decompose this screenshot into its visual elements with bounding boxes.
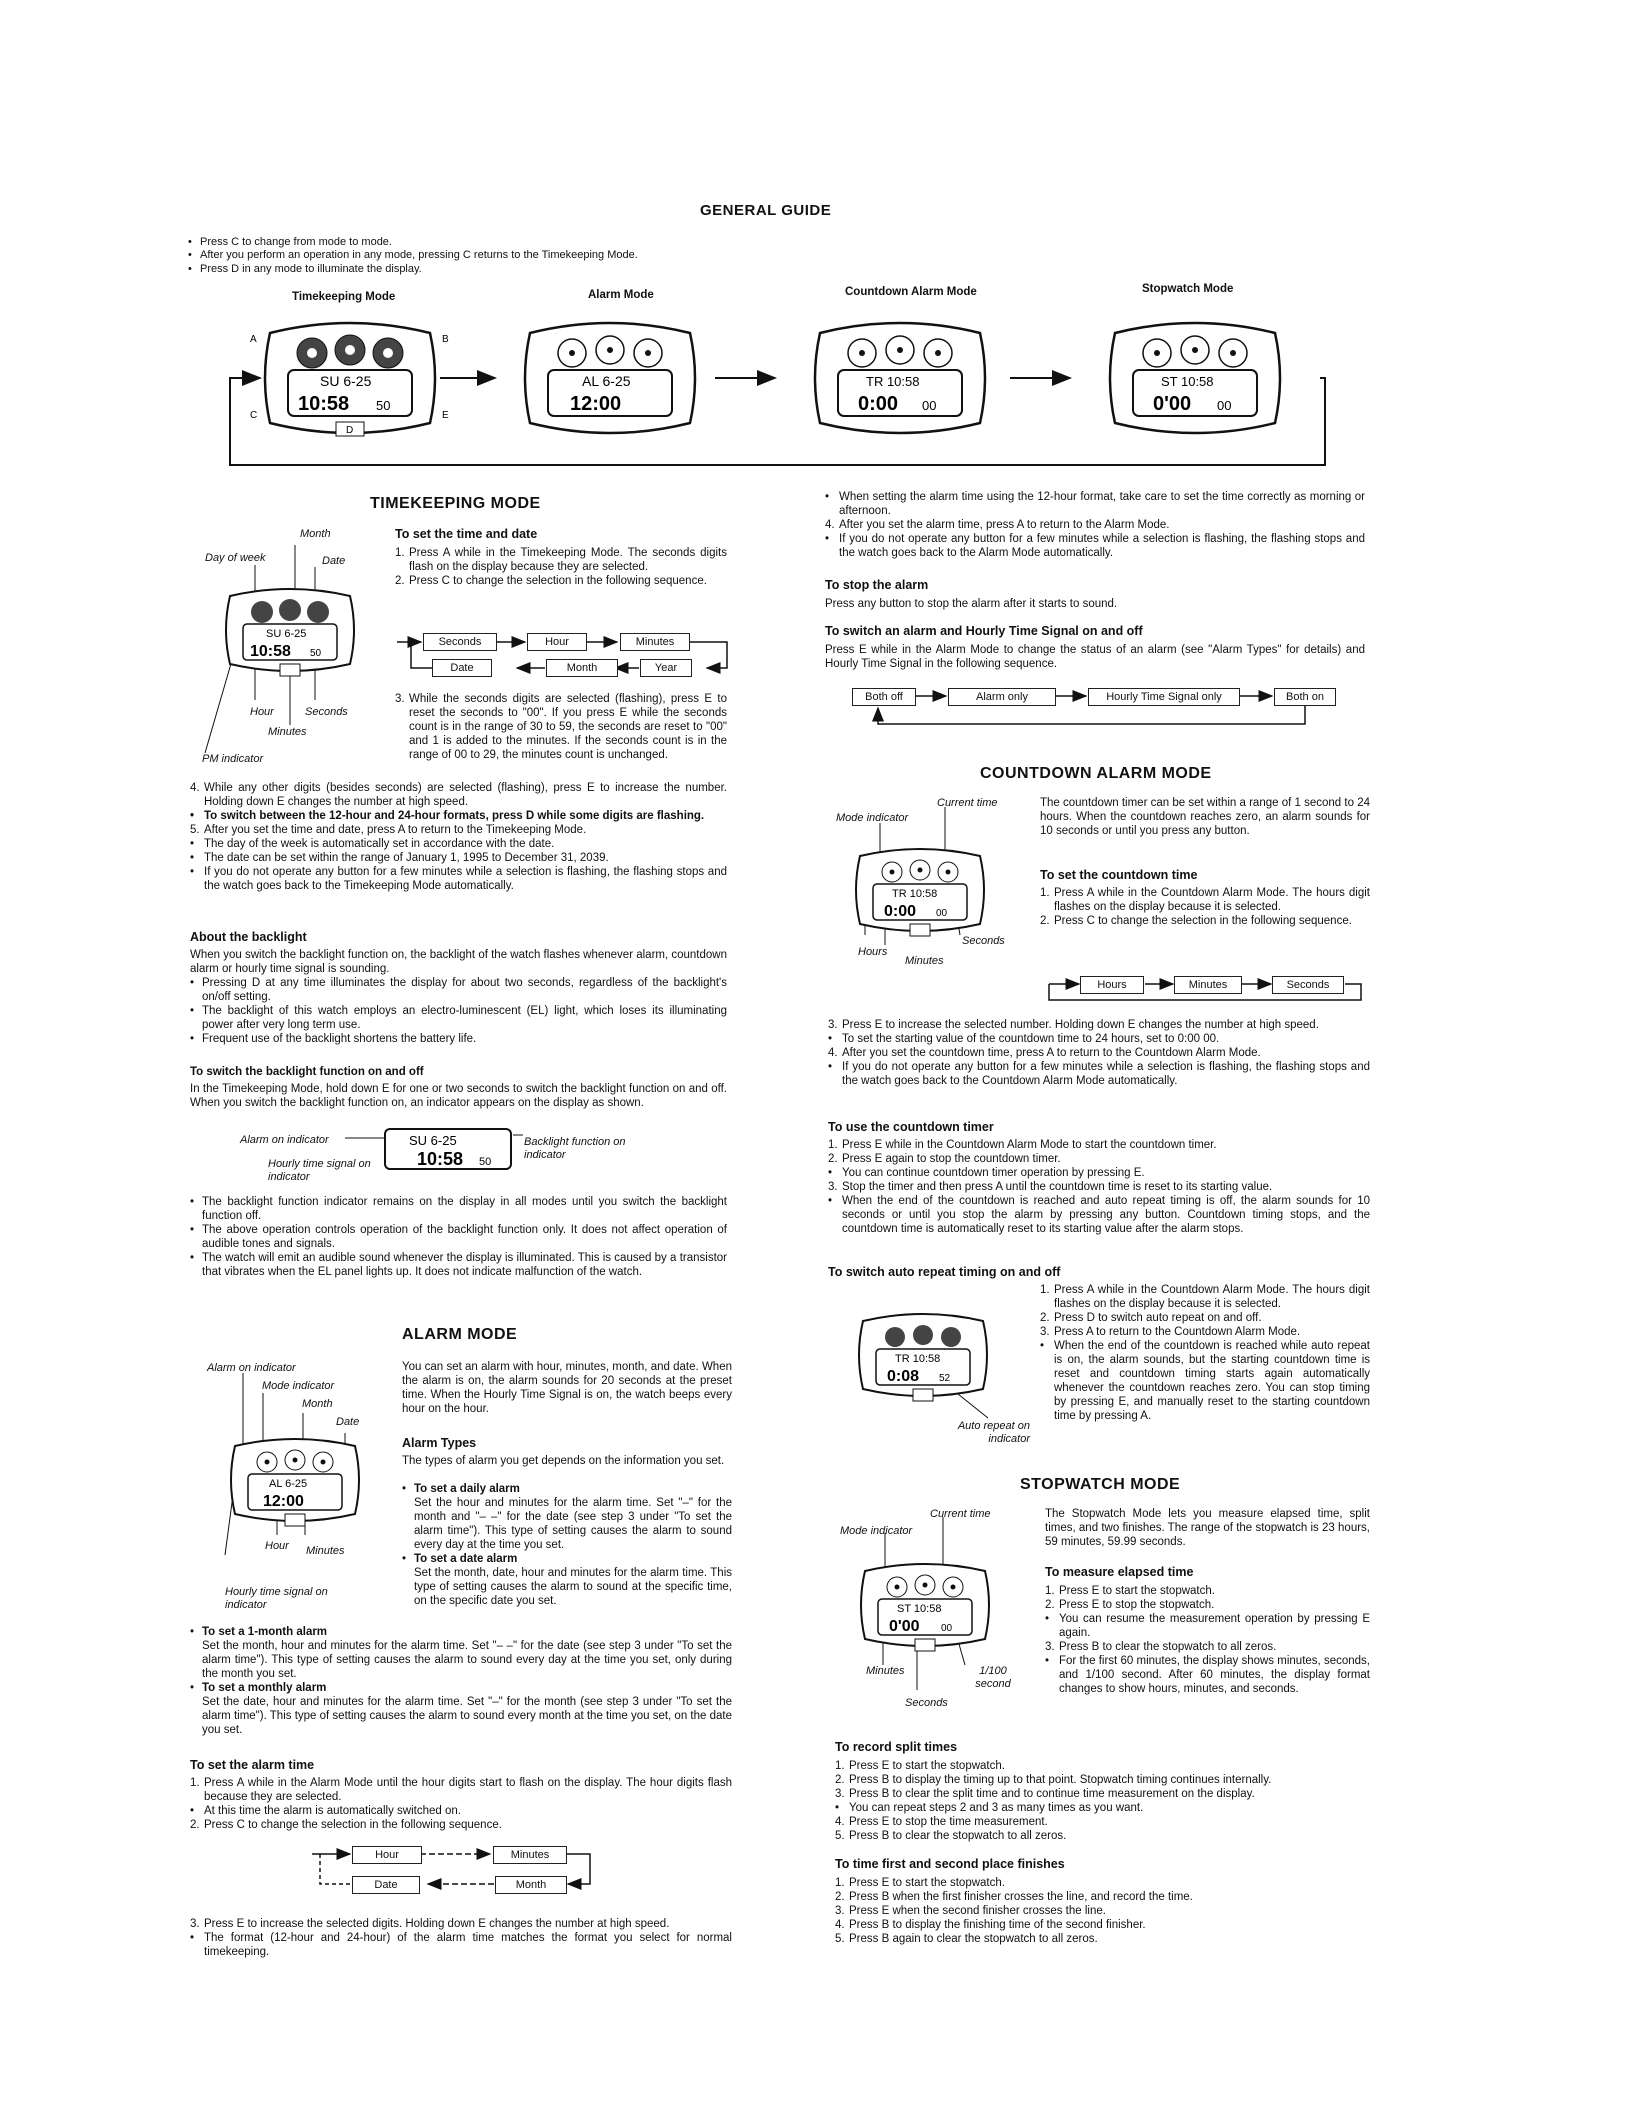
mode-label-alarm: Alarm Mode	[588, 289, 654, 301]
backlight-display	[345, 1125, 525, 1175]
mode-cycle-diagram	[220, 310, 1340, 480]
auto-repeat-steps: 1. Press A while in the Countdown Alarm Mode. The hours digit flashes on the display because it is selected. 2. Press D to switch auto repeat on and off. 3. Press A to return to the Countdown Alarm Mode. • When the end of the countdown is reached while auto repeat is on, the alarm sounds, but the starting countdown time is reset and countdown timing starts again automatically whenever the countdown reaches zero. You can stop timing by pressing E, and manually reset to the starting countdown time by pressing A.	[1040, 1284, 1370, 1423]
w1-top: SU 6-25	[320, 373, 372, 389]
svg-text:SU 6-25: SU 6-25	[409, 1133, 457, 1148]
svg-text:0:08: 0:08	[887, 1368, 920, 1385]
set-countdown-steps-2: 3. Press E to increase the selected number. Holding down E changes the number at high speed. • To set the starting value of the countdown time to 24 hours, set to 0:00 00. 4. After you set the countdown time, press A to return to the Countdown Alarm Mode. • If you do not operate any button for a few minutes while a selection is flashing, the flashing stops and the watch goes back to the Countdown Alarm Mode automatically.	[828, 1019, 1370, 1088]
cd-label-minutes: Minutes	[905, 955, 944, 967]
tk-label-hour: Hour	[250, 706, 274, 718]
mode-label-countdown: Countdown Alarm Mode	[845, 286, 977, 298]
backlight-block: When you switch the backlight function on, the backlight of the watch flashes whenever alarm, countdown alarm or hourly time signal is sounding. • Pressing D at any time illuminates the display for about two seconds, regardless of the backlight's on/off setting. • The backlight of this watch employs an electro-luminescent (EL) light, which loses its illuminating power after very long term use. • Frequent use of the backlight shortens the battery life.	[190, 949, 727, 1046]
w3-small: 00	[922, 398, 937, 413]
measure-steps: 1. Press E to start the stopwatch. 2. Press E to stop the stopwatch. • You can resume the measurement operation by pressing E again. 3. Press B to clear the stopwatch to all zeros. • For the first 60 minutes, the display shows minutes, seconds, and 1/100 second. After 60 minutes, the display format changes to show hours, minutes, and seconds.	[1045, 1585, 1370, 1696]
set-time-step-3: 3. While the seconds digits are selected (flashing), press E to reset the seconds to "00". If you press E while the seconds count is in the range of 30 to 59, the seconds are reset to "00" and 1 is added to the minutes. If the seconds count is in the range of 00 to 29, the minutes count is unchanged.	[395, 693, 727, 762]
svg-text:12:00: 12:00	[263, 1493, 304, 1510]
switch-seq-alarm-only: Alarm only	[948, 688, 1056, 706]
al-label-date: Date	[336, 1416, 360, 1428]
mode-label-stopwatch: Stopwatch Mode	[1142, 283, 1234, 295]
set-time-step: 1. Press A while in the Timekeeping Mode. The seconds digits flash on the display because they are selected. 2. Press C to change the selection in the following sequence.	[395, 547, 727, 588]
w3-bottom: 0:00	[858, 393, 899, 415]
alarm-types-intro: The types of alarm you get depends on the information you set.	[402, 1455, 725, 1467]
svg-text:0'00: 0'00	[889, 1618, 920, 1635]
auto-repeat-heading: To switch auto repeat timing on and off	[828, 1265, 1061, 1279]
timekeeping-title: TIMEKEEPING MODE	[370, 495, 541, 512]
cd-seq-seconds: Seconds	[1272, 976, 1344, 994]
set-countdown-heading: To set the countdown time	[1040, 868, 1198, 882]
general-bullet: Press C to change from mode to mode.	[200, 236, 392, 248]
svg-text:B: B	[442, 334, 449, 345]
countdown-title: COUNTDOWN ALARM MODE	[980, 765, 1212, 782]
tk-label-pm: PM indicator	[202, 753, 264, 765]
switch-seq-both-off: Both off	[852, 688, 916, 706]
w1-small: 50	[376, 398, 391, 413]
auto-repeat-label: Auto repeat on indicator	[957, 1420, 1030, 1446]
stop-alarm-heading: To stop the alarm	[825, 578, 929, 592]
w4-top: ST 10:58	[1161, 374, 1214, 389]
svg-text:A: A	[250, 334, 257, 345]
set-time-step-4: 4. While any other digits (besides seconds) are selected (flashing), press E to increase the number. Holding down E changes the number at high speed. • To switch between the 12-hour and 24-hour formats, press D while some digits are flashing. 5. After you set the time and date, press A to return to the Timekeeping Mode. • The day of the week is automatically set in accordance with the date. • The date can be set within the range of January 1, 1995 to December 31, 2039. • If you do not operate any button for a few minutes while a selection is flashing, the flashing stops and the watch goes back to the Timekeeping Mode automatically.	[190, 782, 727, 893]
seq-year: Year	[640, 659, 692, 677]
bl-label-alarm: Alarm on indicator	[240, 1134, 329, 1146]
set-alarm-heading: To set the alarm time	[190, 1758, 315, 1772]
svg-text:50: 50	[479, 1156, 492, 1168]
alarm-type-month: • To set a 1-month alarm Set the month, hour and minutes for the alarm time. Set "– –" for the date (see step 3 under "To set the alarm time"). This type of setting causes the alarm to sound every day at the time you set, only during the month you set. • To set a monthly alarm Set the date, hour and minutes for the alarm time. Set "–" for the month (see step 3 under "To set the alarm time"). This type of setting causes the alarm to sound every month at the time you set, on the date you set.	[190, 1626, 732, 1737]
backlight-switch-text: In the Timekeeping Mode, hold down E for one or two seconds to switch the backlight function on and off. When you switch the backlight function on, an indicator appears on the display as shown.	[190, 1083, 727, 1110]
svg-text:AL 6-25: AL 6-25	[269, 1478, 308, 1490]
set-time-heading: To set the time and date	[395, 527, 538, 541]
measure-heading: To measure elapsed time	[1045, 1565, 1194, 1579]
alarm-seq-date: Date	[352, 1876, 420, 1894]
alarm-seq-hour: Hour	[352, 1846, 422, 1864]
svg-text:D: D	[346, 425, 354, 436]
cd-seq-minutes: Minutes	[1174, 976, 1242, 994]
w1-bottom: 10:58	[298, 393, 350, 415]
al-label-hour: Hour	[265, 1540, 289, 1552]
tk-label-date: Date	[322, 555, 346, 567]
sw-label-seconds: Seconds	[905, 1697, 948, 1709]
svg-text:10:58: 10:58	[250, 643, 291, 660]
general-bullets: • Press C to change from mode to mode. • After you perform an operation in any mode, pressing C returns to the Timekeeping Mode. • Press D in any mode to illuminate the display.	[188, 236, 888, 276]
alarm-types-heading: Alarm Types	[402, 1436, 477, 1450]
split-steps: 1. Press E to start the stopwatch. 2. Press B to display the timing up to that point. Stopwatch timing continues internally. 3. Press B to clear the split time and to continue time measurement on the display. • You can repeat steps 2 and 3 as many times as you want. 4. Press E to stop the time measurement. 5. Press B to clear the stopwatch to all zeros.	[835, 1760, 1272, 1843]
cd-label-seconds: Seconds	[962, 935, 1005, 947]
seq-hour: Hour	[527, 633, 587, 651]
al-label-mode: Mode indicator	[262, 1380, 335, 1392]
tk-label-dow: Day of week	[205, 552, 266, 564]
alarm-intro: You can set an alarm with hour, minutes, month, and date. When the alarm is on, the alarm sounds for 20 seconds at the preset time. When the Hourly Time Signal is on, the watch beeps every hour on the hour.	[402, 1361, 732, 1416]
tk-label-month: Month	[300, 528, 331, 540]
seq-seconds: Seconds	[423, 633, 497, 651]
sw-label-hundredth: 1/100 second	[975, 1665, 1011, 1691]
bl-label-hourly: Hourly time signal on indicator	[268, 1158, 371, 1184]
cd-label-current: Current time	[937, 797, 998, 809]
al-label-alarm-on: Alarm on indicator	[207, 1362, 296, 1374]
w3-top: TR 10:58	[866, 374, 920, 389]
split-heading: To record split times	[835, 1740, 958, 1754]
set-alarm-steps-2: 3. Press E to increase the selected digits. Holding down E changes the number at high speed. • The format (12-hour and 24-hour) of the alarm time matches the format you select for normal timekeeping.	[190, 1918, 732, 1959]
svg-text:TR 10:58: TR 10:58	[895, 1353, 941, 1365]
stopwatch-title: STOPWATCH MODE	[1020, 1476, 1181, 1493]
alarm-seq-minutes: Minutes	[493, 1846, 567, 1864]
svg-text:ST 10:58: ST 10:58	[897, 1603, 942, 1615]
alarm-right-notes: • When setting the alarm time using the 12-hour format, take care to set the time correctly as morning or afternoon. 4. After you set the alarm time, press A to return to the Alarm Mode. • If you do not operate any button for a few minutes while a selection is flashing, the flashing stops and the watch goes back to the Alarm Mode automatically.	[825, 491, 1365, 560]
switch-alarm-heading: To switch an alarm and Hourly Time Signal on and off	[825, 624, 1143, 638]
w4-bottom: 0'00	[1153, 393, 1192, 415]
al-label-minutes: Minutes	[306, 1545, 345, 1557]
backlight-heading: About the backlight	[190, 930, 307, 944]
switch-seq-hourly-only: Hourly Time Signal only	[1088, 688, 1240, 706]
general-bullet: Press D in any mode to illuminate the display.	[200, 262, 422, 275]
seq-minutes: Minutes	[620, 633, 690, 651]
sw-label-minutes: Minutes	[866, 1665, 905, 1677]
seq-date: Date	[432, 659, 492, 677]
use-countdown-steps: 1. Press E while in the Countdown Alarm Mode to start the countdown timer. 2. Press E again to stop the countdown timer. • You can continue countdown timer operation by pressing E. 3. Stop the timer and then press A until the countdown time is reset to its starting value. • When the end of the countdown is reached and auto repeat timing is off, the alarm sounds for 10 seconds or until you stop the alarm by pressing any button. Countdown timing stops, and the countdown time is automatically reset to its starting value after the alarm stops.	[828, 1139, 1370, 1236]
watch-alarm	[525, 323, 695, 433]
switch-format-note: To switch between the 12-hour and 24-hour formats, press D while some digits are flashing.	[204, 810, 705, 823]
tk-label-seconds: Seconds	[305, 706, 348, 718]
stop-alarm-text: Press any button to stop the alarm after it starts to sound.	[825, 598, 1118, 610]
set-alarm-steps: 1. Press A while in the Alarm Mode until the hour digits start to flash on the display. The hour digits flash because they are selected. • At this time the alarm is automatically switched on. 2. Press C to change the selection in the following sequence.	[190, 1777, 732, 1832]
watch-timekeeping	[250, 323, 449, 436]
backlight-switch-heading: To switch the backlight function on and off	[190, 1066, 424, 1078]
al-label-hourly: Hourly time signal on indicator	[225, 1586, 328, 1612]
alarm-seq-month: Month	[495, 1876, 567, 1894]
seq-month: Month	[546, 659, 618, 677]
cd-label-mode: Mode indicator	[836, 812, 909, 824]
alarm-title: ALARM MODE	[402, 1326, 518, 1343]
bl-label-backlight: Backlight function on indicator	[524, 1136, 626, 1162]
auto-repeat-diagram	[838, 1290, 1038, 1440]
backlight-notes: • The backlight function indicator remains on the display in all modes until you switch the backlight function off. • The above operation controls operation of the backlight function only. It does not affect operation of audible tones and signals. • The watch will emit an audible sound whenever the display is illuminated. This is caused by a transistor that vibrates when the EL panel lights up. It does not indicate malfunction of the watch.	[190, 1196, 727, 1279]
set-countdown-steps: 1. Press A while in the Countdown Alarm Mode. The hours digit flashes on the display because it is selected. 2. Press C to change the selection in the following sequence.	[1040, 887, 1370, 928]
tk-label-minutes: Minutes	[268, 726, 307, 738]
general-bullet: After you perform an operation in any mode, pressing C returns to the Timekeeping Mode.	[200, 249, 638, 262]
svg-text:0:00: 0:00	[884, 903, 917, 920]
svg-text:C: C	[250, 410, 258, 421]
svg-text:00: 00	[936, 908, 948, 919]
w4-small: 00	[1217, 398, 1232, 413]
al-label-month: Month	[302, 1398, 333, 1410]
cd-seq-hours: Hours	[1080, 976, 1144, 994]
cd-label-hours: Hours	[858, 946, 888, 958]
finish-steps: 1. Press E to start the stopwatch. 2. Press B when the first finisher crosses the line, and record the time. 3. Press E when the second finisher crosses the line. 4. Press B to display the finishing time of the second finisher. 5. Press B again to clear the stopwatch to all zeros.	[835, 1877, 1193, 1946]
countdown-intro: The countdown timer can be set within a range of 1 second to 24 hours. When the countdown reaches zero, an alarm sounds for 10 seconds or until you press any button.	[1040, 797, 1370, 838]
general-guide-title: GENERAL GUIDE	[700, 202, 832, 219]
sw-label-current: Current time	[930, 1508, 991, 1520]
watch-countdown	[815, 323, 985, 433]
w2-bottom: 12:00	[570, 393, 622, 415]
stopwatch-intro: The Stopwatch Mode lets you measure elapsed time, split times, and two finishes. The range of the stopwatch is 23 hours, 59 minutes, 59.99 seconds.	[1045, 1508, 1370, 1549]
svg-text:52: 52	[939, 1373, 951, 1384]
sw-label-mode: Mode indicator	[840, 1525, 913, 1537]
switch-alarm-text: Press E while in the Alarm Mode to change the status of an alarm (see "Alarm Types" for details) and Hourly Time Signal in the following sequence.	[825, 644, 1365, 671]
watch-stopwatch	[1110, 323, 1280, 433]
svg-text:TR 10:58: TR 10:58	[892, 888, 938, 900]
alarm-type-daily: • To set a daily alarm Set the hour and minutes for the alarm time. Set "–" for the month and "– –" for the date (see step 3 under "To set the alarm time"). This type of setting causes the alarm to sound every day at the time you set. • To set a date alarm Set the month, date, hour and minutes for the alarm time. This type of setting causes the alarm to sound at the specific time, on the specific date you set.	[402, 1483, 732, 1608]
finish-heading: To time first and second place finishes	[835, 1857, 1065, 1871]
svg-text:E: E	[442, 410, 449, 421]
switch-seq-both-on: Both on	[1274, 688, 1336, 706]
w2-top: AL 6-25	[582, 373, 631, 389]
use-countdown-heading: To use the countdown timer	[828, 1120, 994, 1134]
svg-text:10:58: 10:58	[417, 1149, 464, 1169]
svg-text:SU 6-25: SU 6-25	[266, 628, 307, 640]
svg-text:50: 50	[310, 648, 322, 659]
mode-label-timekeeping: Timekeeping Mode	[292, 291, 396, 303]
svg-text:00: 00	[941, 1623, 953, 1634]
